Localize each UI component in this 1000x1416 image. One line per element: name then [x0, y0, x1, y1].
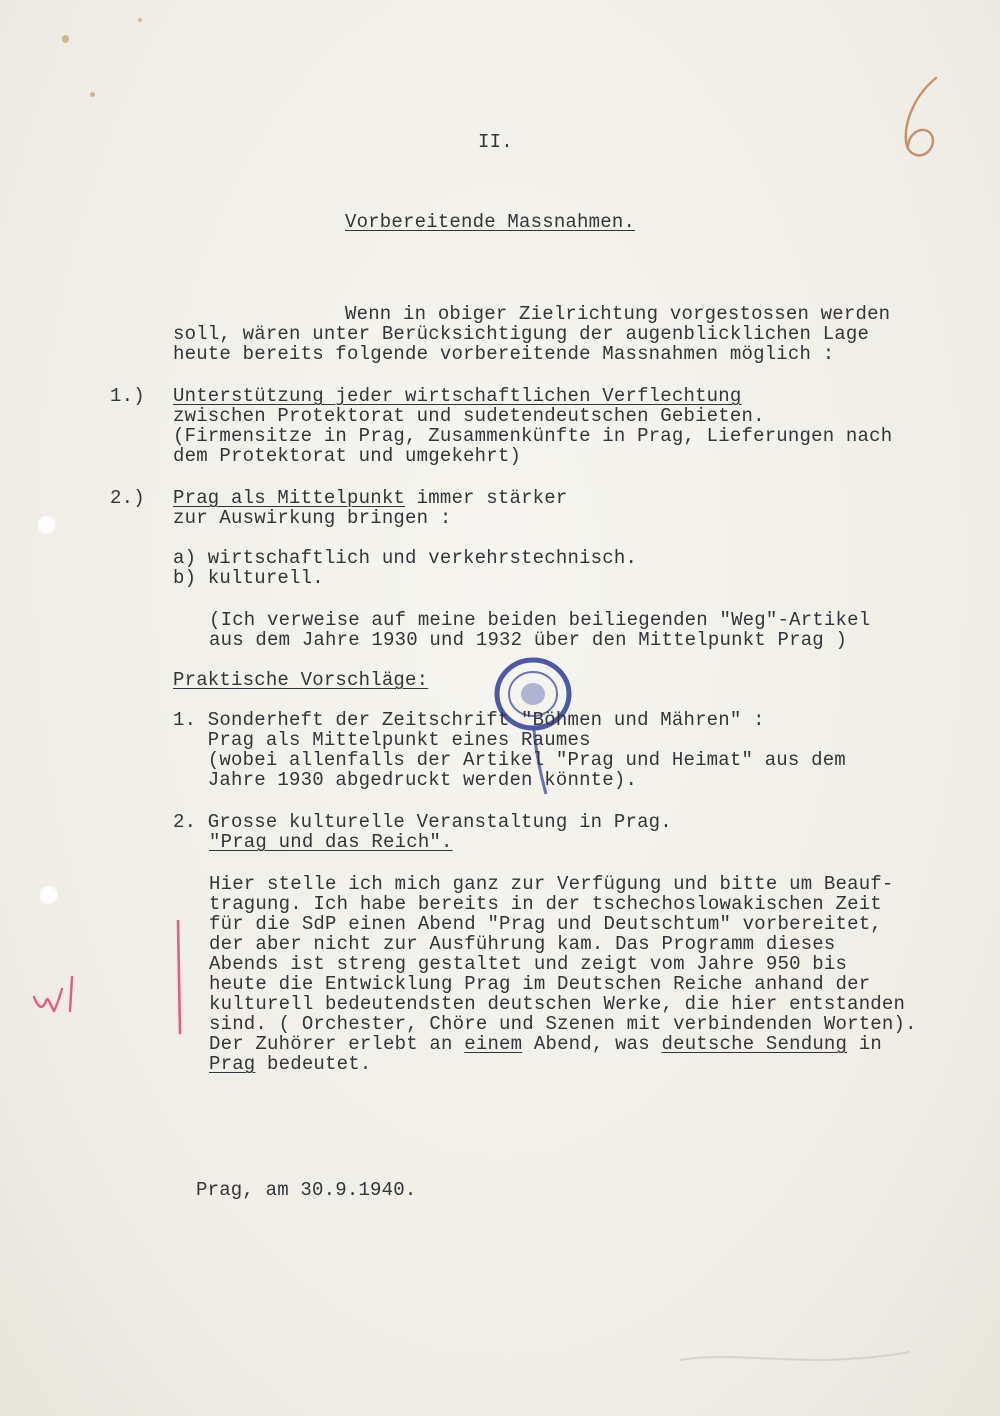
body-line-2: tragung. Ich habe bereits in der tschechoslowakischen Zeit	[209, 893, 882, 915]
proposal1-line-3: (wobei allenfalls der Artikel "Prag und Heimat" aus dem	[173, 749, 846, 771]
handwritten-page-number	[892, 72, 954, 164]
practical-heading: Praktische Vorschläge:	[173, 669, 429, 691]
paper-stain	[62, 35, 69, 43]
place-date: Prag, am 30.9.1940.	[196, 1179, 417, 1201]
punch-hole	[38, 884, 58, 904]
item1-number: 1.)	[110, 385, 145, 407]
emphasis-deutsche-sendung: deutsche Sendung	[661, 1033, 848, 1055]
item1-line-2: (Firmensitze in Prag, Zusammenkünfte in Prag, Lieferungen nach	[173, 425, 893, 447]
intro-line-1: Wenn in obiger Zielrichtung vorgestossen werden	[345, 303, 891, 325]
body-line-5: Abends ist streng gestaltet und zeigt vom Jahre 950 bis	[209, 953, 848, 975]
proposal2-title: "Prag und das Reich".	[209, 831, 453, 853]
proposal1-line-4: Jahre 1930 abgedruckt werden könnte).	[173, 769, 638, 791]
item2-line-2: zur Auswirkung bringen :	[173, 507, 452, 529]
body-line-6: heute die Entwicklung Prag im Deutschen Reiche anhand der	[209, 973, 871, 995]
body-line-9	[209, 1034, 882, 1054]
item2-note-1: (Ich verweise auf meine beiden beiliegenden "Weg"-Artikel	[209, 609, 871, 631]
proposal1-line-1: 1. Sonderheft der Zeitschrift "Böhmen und Mähren" :	[173, 709, 765, 731]
intro-line-3: heute bereits folgende vorbereitende Massnahmen möglich :	[173, 343, 835, 365]
item1-heading: Unterstützung jeder wirtschaftlichen Verflechtung	[173, 385, 742, 407]
item2-sub-b: b) kulturell.	[173, 567, 324, 589]
page-heading: Vorbereitende Massnahmen.	[345, 211, 636, 233]
item2-sub-a: a) wirtschaftlich und verkehrstechnisch.	[173, 547, 638, 569]
section-number: II.	[478, 131, 513, 153]
body-line-7: kulturell bedeutendsten deutschen Werke, die hier entstanden	[209, 993, 906, 1015]
item1-line-1: zwischen Protektorat und sudetendeutschen Gebieten.	[173, 405, 765, 427]
paper-stain	[90, 92, 95, 97]
paper-stain	[138, 18, 142, 22]
body-line-8: sind. ( Orchester, Chöre und Szenen mit verbindenden Worten).	[209, 1013, 917, 1035]
emphasis-einem: einem	[464, 1033, 523, 1055]
body-line-10-rest: bedeutet.	[255, 1053, 372, 1075]
faint-pencil-remnant	[660, 1330, 960, 1380]
emphasis-prag: Prag	[209, 1053, 256, 1075]
item1-line-3: dem Protektorat und umgekehrt)	[173, 445, 522, 467]
body-line-9-part-2: Abend, was	[522, 1033, 662, 1055]
item2-heading: Prag als Mittelpunkt	[173, 487, 406, 509]
red-pencil-marks	[20, 915, 220, 1040]
body-line-1: Hier stelle ich mich ganz zur Verfügung und bitte um Beauf-	[209, 873, 894, 895]
proposal1-line-2: Prag als Mittelpunkt eines Raumes	[173, 729, 591, 751]
body-line-3: für die SdP einen Abend "Prag und Deutschtum" vorbereitet,	[209, 913, 882, 935]
body-line-10	[209, 1054, 371, 1074]
margin-annotation-text: w1	[20, 915, 22, 916]
proposal2-line-1: 2. Grosse kulturelle Veranstaltung in Prag.	[173, 811, 672, 833]
punch-hole	[36, 514, 56, 534]
item2-heading-rest: immer stärker	[405, 487, 568, 509]
body-line-4: der aber nicht zur Ausführung kam. Das Programm dieses	[209, 933, 836, 955]
item2-number: 2.)	[110, 487, 145, 509]
item2-line-1	[173, 488, 567, 508]
page-annotation-text: 6	[892, 72, 893, 73]
body-line-9-part-1: Der Zuhörer erlebt an	[209, 1033, 465, 1055]
intro-line-2: soll, wären unter Berücksichtigung der augenblicklichen Lage	[173, 323, 870, 345]
item2-note-2: aus dem Jahre 1930 und 1932 über den Mittelpunkt Prag )	[209, 629, 848, 651]
body-line-9-part-3: in	[847, 1033, 882, 1055]
